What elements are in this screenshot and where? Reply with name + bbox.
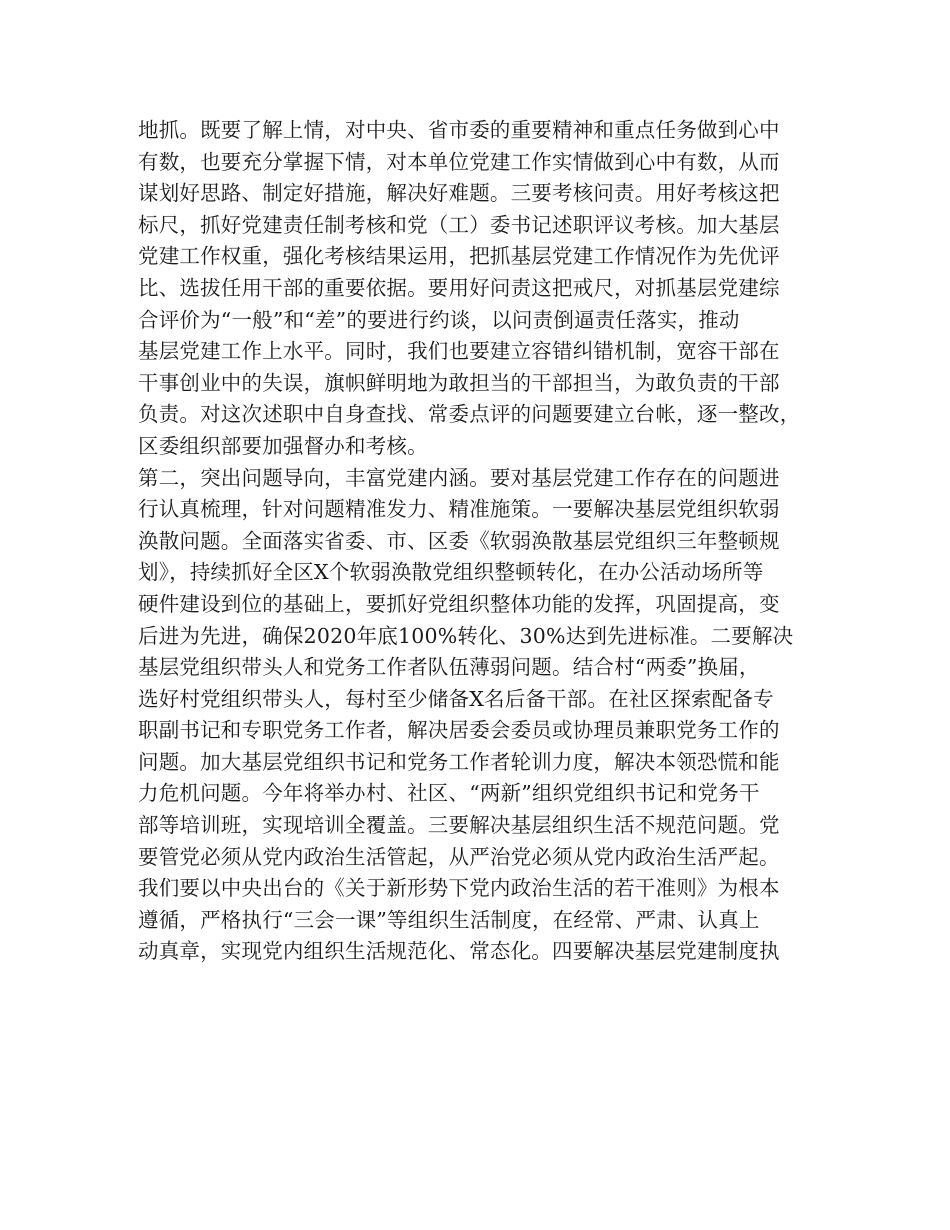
text-line: 标尺，抓好党建责任制考核和党（工）委书记述职评议考核。加大基层 (138, 212, 780, 237)
text-line: 遵循，严格执行“三会一课”等组织生活制度，在经常、严肃、认真上 (138, 907, 760, 932)
text-line: 职副书记和专职党务工作者，解决居委会委员或协理员兼职党务工作的 (138, 718, 780, 743)
text-line: 力危机问题。今年将举办村、社区、“两新”组织党组织书记和党务干 (138, 781, 760, 806)
text-line: 谋划好思路、制定好措施，解决好难题。三要考核问责。用好考核这把 (138, 181, 780, 206)
text-line: 负责。对这次述职中自身查找、常委点评的问题要建立台帐，逐一整改， (138, 402, 801, 427)
text-line: 动真章，实现党内组织生活规范化、常态化。四要解决基层党建制度执 (138, 939, 780, 964)
text-line: 涣散问题。全面落实省委、市、区委《软弱涣散基层党组织三年整顿规 (138, 528, 780, 553)
text-line: 有数，也要充分掌握下情，对本单位党建工作实情做到心中有数，从而 (138, 149, 780, 174)
text-line: 比、选拔任用干部的重要依据。要用好问责这把戒尺，对抓基层党建综 (138, 275, 780, 300)
text-line: 区委组织部要加强督办和考核。 (138, 433, 428, 458)
text-line: 选好村党组织带头人，每村至少储备X名后备干部。在社区探索配备专 (138, 686, 774, 711)
text-line: 基层党组织带头人和党务工作者队伍薄弱问题。结合村“两委”换届， (138, 655, 760, 680)
text-line: 要管党必须从党内政治生活管起，从严治党必须从党内政治生活严起。 (138, 844, 780, 869)
text-line: 干事创业中的失误，旗帜鲜明地为敢担当的干部担当，为敢负责的干部 (138, 370, 780, 395)
text-line: 地抓。既要了解上情，对中央、省市委的重要精神和重点任务做到心中 (138, 118, 780, 142)
text-line: 党建工作权重，强化考核结果运用，把抓基层党建工作情况作为先优评 (138, 244, 780, 269)
body-text (138, 115, 828, 968)
text-line: 我们要以中央出台的《关于新形势下党内政治生活的若干准则》为根本 (138, 876, 780, 901)
text-line: 合评价为“一般”和“差”的要进行约谈，以问责倒逼责任落实，推动 (138, 307, 740, 332)
text-line: 第二，突出问题导向，丰富党建内涵。要对基层党建工作存在的问题进 (138, 465, 780, 490)
text-line: 问题。加大基层党组织书记和党务工作者轮训力度，解决本领恐慌和能 (138, 749, 780, 774)
text-line: 后进为先进，确保2020年底100%转化、30%达到先进标准。二要解决 (138, 623, 794, 648)
text-line: 行认真梳理，针对问题精准发力、精准施策。一要解决基层党组织软弱 (138, 497, 780, 522)
text-line: 基层党建工作上水平。同时，我们也要建立容错纠错机制，宽容干部在 (138, 339, 780, 364)
text-line: 硬件建设到位的基础上，要抓好党组织整体功能的发挥，巩固提高，变 (138, 591, 780, 616)
text-line: 部等培训班，实现培训全覆盖。三要解决基层组织生活不规范问题。党 (138, 813, 780, 838)
text-line: 划》，持续抓好全区X个软弱涣散党组织整顿转化，在办公活动场所等 (138, 560, 764, 585)
